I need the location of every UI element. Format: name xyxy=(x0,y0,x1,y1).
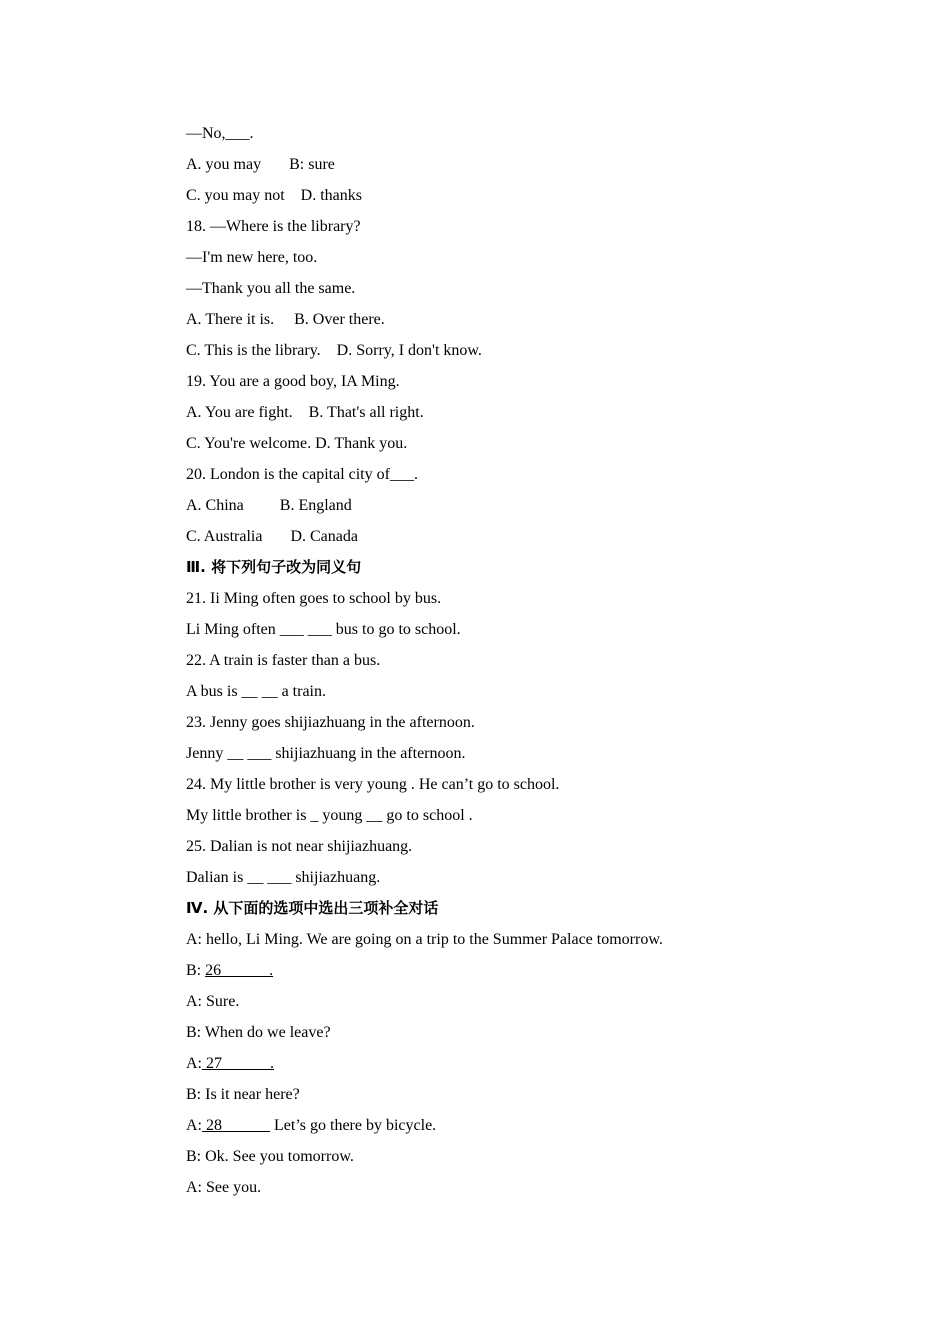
text-line: 22. A train is faster than a bus. xyxy=(186,652,381,669)
line-suffix: Let’s go there by bicycle. xyxy=(270,1117,437,1134)
line-prefix: A: xyxy=(186,1117,202,1134)
text-line: B: Ok. See you tomorrow. xyxy=(186,1148,354,1165)
text-line: A: See you. xyxy=(186,1179,262,1196)
text-line: 23. Jenny goes shijiazhuang in the afternoon. xyxy=(186,714,475,731)
text-line: —I'm new here, too. xyxy=(186,249,318,266)
text-line: A: Sure. xyxy=(186,993,240,1010)
text-line: C. This is the library. D. Sorry, I don't know. xyxy=(186,342,482,359)
dialogue-blank-line xyxy=(186,1110,886,1141)
section-heading: Ⅳ. 从下面的选项中选出三项补全对话 xyxy=(186,899,439,917)
text-line: B: When do we leave? xyxy=(186,1024,331,1041)
text-line: C. You're welcome. D. Thank you. xyxy=(186,435,408,452)
text-line: Dalian is __ ___ shijiazhuang. xyxy=(186,869,381,886)
document-body xyxy=(186,118,886,1203)
text-line: Jenny __ ___ shijiazhuang in the afternoon. xyxy=(186,745,466,762)
text-line: C. you may not D. thanks xyxy=(186,187,362,204)
answer-blank: 26______. xyxy=(205,962,274,979)
text-line: A. There it is. B. Over there. xyxy=(186,311,385,328)
text-line: A. you may B: sure xyxy=(186,156,335,173)
text-line: 20. London is the capital city of___. xyxy=(186,466,418,483)
text-line: A: hello, Li Ming. We are going on a trip to the Summer Palace tomorrow. xyxy=(186,931,663,948)
text-line: 24. My little brother is very young . He can’t go to school. xyxy=(186,776,560,793)
text-line: B: Is it near here? xyxy=(186,1086,300,1103)
text-line: 25. Dalian is not near shijiazhuang. xyxy=(186,838,413,855)
section-heading: Ⅲ. 将下列句子改为同义句 xyxy=(186,558,362,576)
answer-blank: 27______. xyxy=(202,1055,274,1072)
answer-blank: 28______ xyxy=(202,1117,270,1134)
dialogue-blank-line xyxy=(186,955,886,986)
text-line: My little brother is _ young __ go to school . xyxy=(186,807,473,824)
text-line: 21. Ii Ming often goes to school by bus. xyxy=(186,590,442,607)
text-line: —No,___. xyxy=(186,125,254,142)
text-line: 18. —Where is the library? xyxy=(186,218,361,235)
text-line: C. Australia D. Canada xyxy=(186,528,358,545)
line-prefix: B: xyxy=(186,962,206,979)
text-line: A. China B. England xyxy=(186,497,352,514)
dialogue-blank-line xyxy=(186,1048,886,1079)
text-line: —Thank you all the same. xyxy=(186,280,356,297)
line-prefix: A: xyxy=(186,1055,202,1072)
text-line: A. You are fight. B. That's all right. xyxy=(186,404,424,421)
text-line: A bus is __ __ a train. xyxy=(186,683,326,700)
text-line: Li Ming often ___ ___ bus to go to school. xyxy=(186,621,461,638)
text-line: 19. You are a good boy, IA Ming. xyxy=(186,373,400,390)
